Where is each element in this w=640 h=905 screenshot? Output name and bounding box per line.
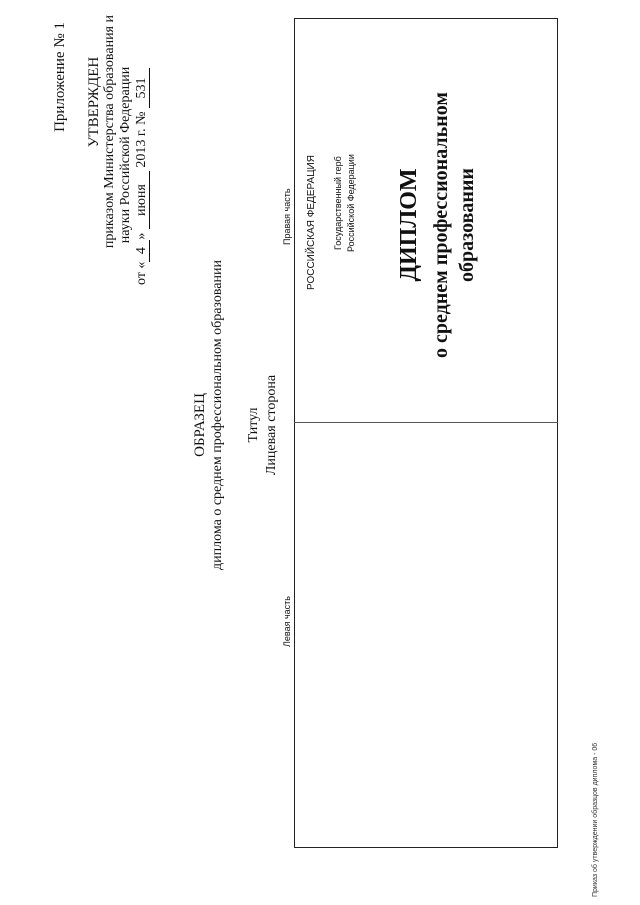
date-mid: » — [134, 232, 149, 240]
face-side-label: Лицевая сторона — [264, 374, 279, 476]
diploma-heading: ДИПЛОМ — [396, 168, 422, 282]
date-day: 4 — [135, 240, 150, 262]
diploma-subtitle-1: о среднем профессиональном — [430, 92, 452, 358]
appendix-number: Приложение № 1 — [52, 22, 68, 132]
diploma-fold-divider — [294, 422, 558, 423]
order-date-line — [134, 5, 150, 285]
date-month: июня — [135, 171, 150, 229]
order-number: 531 — [135, 68, 150, 108]
footer-note: Приказ об утверждении образцов диплома - 06 — [592, 742, 599, 897]
diploma-subtitle-2: образовании — [456, 168, 478, 282]
order-line-2: науки Российской Федерации — [118, 66, 133, 244]
date-year: 2013 г. № — [134, 111, 149, 168]
left-part-label: Левая часть — [282, 596, 292, 647]
crest-line-1: Государственный герб — [333, 156, 343, 250]
country-name: РОССИЙСКАЯ ФЕДЕРАЦИЯ — [306, 155, 317, 290]
date-prefix: от « — [134, 261, 149, 285]
right-part-label: Правая часть — [282, 188, 292, 245]
order-line-1: приказом Министерства образования и — [102, 15, 117, 249]
sample-subtitle: диплома о среднем профессиональном образовании — [210, 260, 225, 570]
crest-line-2: Российской Федерации — [346, 154, 356, 252]
diploma-frame — [294, 18, 558, 848]
sample-title: ОБРАЗЕЦ — [192, 393, 208, 457]
approved-heading: УТВЕРЖДЕН — [86, 56, 102, 148]
titul-label: Титул — [246, 407, 261, 443]
